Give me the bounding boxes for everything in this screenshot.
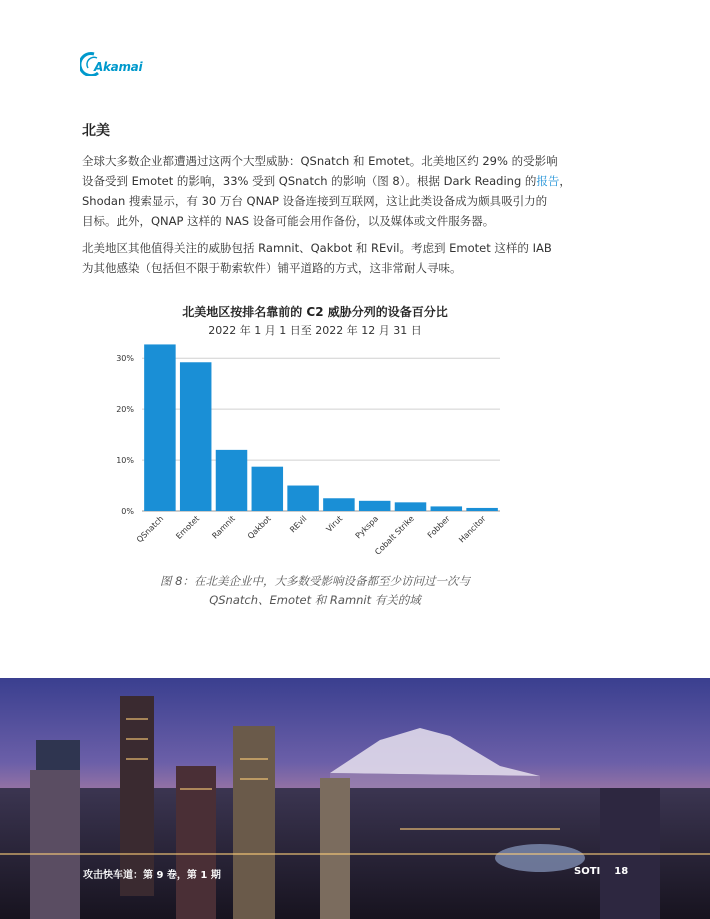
bar-pykspa <box>359 501 391 511</box>
skyline-image <box>0 678 710 919</box>
paragraph-1-line-3: Shodan 搜索显示，有 30 万台 QNAP 设备连接到互联网，这让此类设备成为颇具吸引力的 <box>82 194 548 208</box>
paragraph-2-line-2: 为其他感染（包括但不限于勒索软件）铺平道路的方式，这非常耐人寻味。 <box>82 261 462 275</box>
bar-revil <box>287 486 319 511</box>
footer-issue: 攻击快车道：第 9 卷，第 1 期 <box>83 870 221 881</box>
x-tick-label: Emotet <box>174 514 202 541</box>
caption-line-1: 图 8：在北美企业中，大多数受影响设备都至少访问过一次与 <box>160 574 470 588</box>
x-tick-label: Fobber <box>425 514 452 540</box>
paragraph-1-line-2 <box>82 171 582 191</box>
y-tick-label: 30% <box>116 354 134 364</box>
paragraph-1-line-2-text: 设备受到 Emotet 的影响，33% 受到 QSnatch 的影响（图 8）。根据 Dark Reading 的 <box>82 174 537 188</box>
bar-hancitor <box>466 508 498 511</box>
y-tick-label: 10% <box>116 456 134 466</box>
paragraph-2-line-1: 北美地区其他值得关注的威胁包括 Ramnit、Qakbot 和 REvil。考虑到 Emotet 这样的 IAB <box>82 241 552 255</box>
paragraph-1-line-4: 目标。此外，QNAP 这样的 NAS 设备可能会用作备份，以及媒体或文件服务器。 <box>82 214 495 228</box>
chart-title: 北美地区按排名靠前的 C2 威胁分列的设备百分比 <box>182 305 448 319</box>
paragraph-2 <box>82 238 582 278</box>
footer-page-info <box>574 866 628 877</box>
bar-virut <box>323 498 355 511</box>
figure-caption <box>0 572 630 610</box>
chart-subtitle: 2022 年 1 月 1 日至 2022 年 12 月 31 日 <box>208 324 422 337</box>
page-number: 18 <box>614 866 629 877</box>
x-tick-label: Pykspa <box>353 514 381 541</box>
city-skyline-photo <box>0 678 710 919</box>
x-tick-label: Ramnit <box>210 514 237 541</box>
caption-line-2: QSnatch、Emotet 和 Ramnit 有关的域 <box>209 593 421 607</box>
x-tick-label: QSnatch <box>134 514 166 545</box>
x-tick-label: REvil <box>288 514 309 535</box>
paragraph-1 <box>82 151 582 231</box>
bar-qsnatch <box>144 344 176 511</box>
y-tick-label: 0% <box>121 507 134 516</box>
x-tick-label: Hancitor <box>457 514 488 545</box>
paragraph-1-line-2-end: ， <box>559 174 571 188</box>
footer-soti: SOTI <box>574 866 601 877</box>
bar-qakbot <box>252 467 284 511</box>
y-tick-label: 20% <box>116 405 134 415</box>
report-link[interactable]: 报告 <box>536 174 560 188</box>
bar-emotet <box>180 362 212 511</box>
logo-text: Akamai <box>94 60 143 74</box>
bar-chart <box>100 340 520 570</box>
bar-fobber <box>431 506 463 511</box>
x-tick-label: Virut <box>324 514 345 534</box>
bar-cobalt-strike <box>395 502 427 511</box>
bar-ramnit <box>216 450 248 511</box>
paragraph-1-line-1: 全球大多数企业都遭遇过这两个大型威胁：QSnatch 和 Emotet。北美地区约 29% 的受影响 <box>82 154 558 168</box>
x-tick-label: Cobalt Strike <box>373 514 416 557</box>
x-tick-label: Qakbot <box>245 514 273 541</box>
akamai-logo <box>80 52 143 80</box>
section-title: 北美 <box>82 123 110 139</box>
